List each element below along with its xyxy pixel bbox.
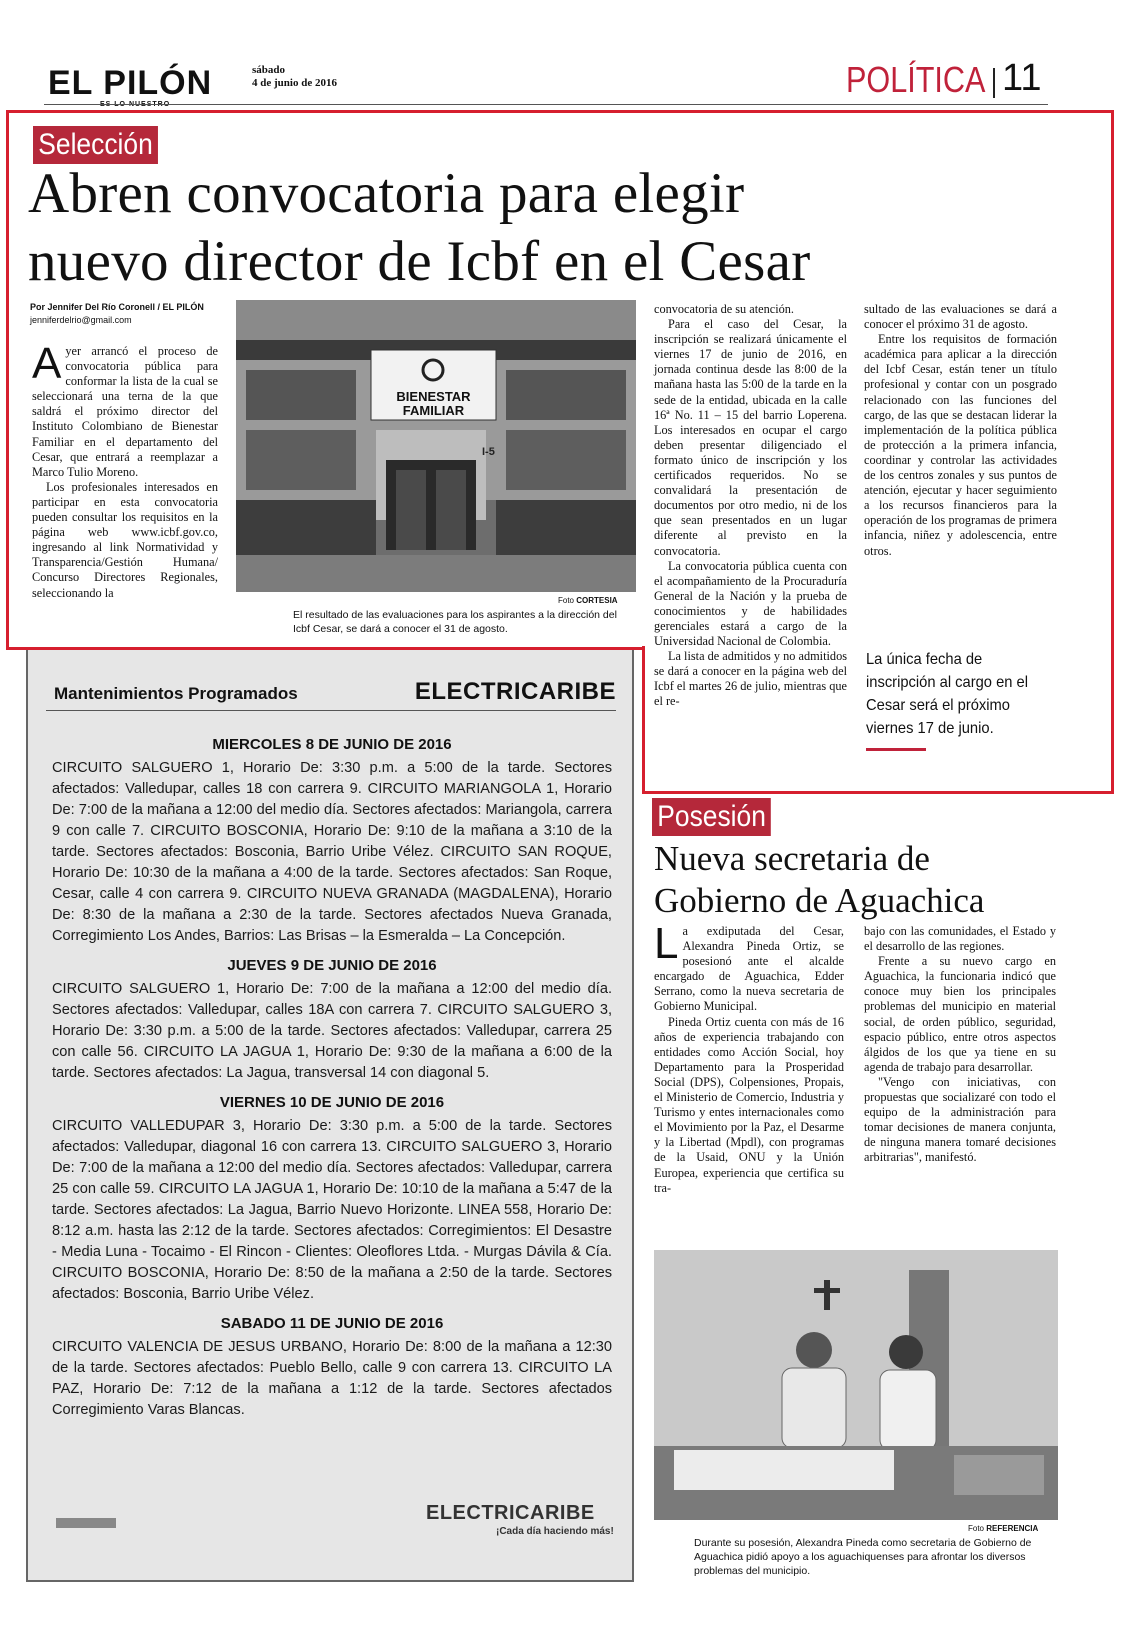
article2-column-1 — [654, 919, 844, 1196]
photo-credit-name: CORTESIA — [576, 596, 618, 605]
paragraph: "Vengo con iniciativas, con propuestas que socializaré con todo el equipo de la administración para tomar decisiones de manera conjunta, de ninguna manera tomaré decisiones arbitrarias", manifestó. — [864, 1074, 1056, 1165]
article-column-3 — [654, 302, 847, 710]
photo-sign-line-2: FAMILIAR — [402, 403, 465, 418]
ad-day-text: CIRCUITO SALGUERO 1, Horario De: 3:30 p.m. a 5:00 de la tarde. Sectores afectados: Valledupar, calles 18 con carrera 9. CIRCUITO MARIANGOLA 1, Horario De: 7:00 de la mañana a 12:00 del medio día. Sectores afectados: Mariangola, carrera 9 con calle 7. CIRCUITO BOSCONIA, Horario De: 9:10 de la mañana a 3:10 de la tarde. Sectores afectados: Bosconia, Barrio Uribe Vélez. CIRCUITO SAN ROQUE, Horario De: 10:30 de la mañana a 4:00 de la tarde. Sectores afectados: San Roque, Cesar, calle 4 con carrera 9. CIRCUITO NUEVA GRANADA (MAGDALENA), Horario De: 8:30 de la mañana a 2:30 de la tarde. Sectores afectados Nueva Granada, Corregimiento Los Andes, Barrios: Las Brisas – la Esmeralda – La Concepción. — [52, 760, 612, 944]
dropcap: A — [32, 339, 62, 388]
paragraph: Pineda Ortiz cuenta con más de 16 años de experiencia trabajando con entidades como Acción Social, hoy Departamento para la Prosperidad Social (DPS), Colpensiones, Propais, el Ministerio de Comercio, Industria y Turismo y entes internacionales como el Movimiento por la Paz, el Desarme y la Libertad (Mpdl), con programas de la Usaid, ONU y la Unión Europea, experiencia que certifica su tra- — [654, 1014, 844, 1195]
paragraph: Entre los requisitos de formación académica para aplicar a la dirección del Icbf Cesar, están tener un título profesional y contar con un posgrado relacionado con las funciones del cargo, de las que se destacan liderar la implementación de la política pública de protección a la primera infancia, coordinar y controlar las actividades de los centros zonales y sus puntos de atención, ejecutar y hacer seguimiento a los recursos financieros para la operación de los programas de primera infancia, niñez y adolescencia, entre otros. — [864, 332, 1057, 558]
building-photo-illustration — [236, 300, 636, 592]
ad-day-heading: SABADO 11 DE JUNIO DE 2016 — [220, 1315, 444, 1332]
headline-line-2: nuevo director de Icbf en el Cesar — [28, 230, 811, 293]
issue-day: sábado — [252, 64, 286, 76]
article-headline — [28, 160, 1088, 296]
issue-date — [252, 64, 337, 90]
photo-building-number: I-5 — [482, 446, 495, 458]
newspaper-logo: EL PILÓN — [48, 64, 213, 102]
photo-credit-prefix: Foto — [968, 1524, 985, 1533]
ad-day-text: CIRCUITO VALENCIA DE JESUS URBANO, Horario De: 8:00 de la mañana a 12:30 de la tarde. Sectores afectados: Pueblo Bello, calle 9 con carrera 13. CIRCUITO LA PAZ, Horario De: 7:12 de la mañana a 1:12 de la tarde. Sectores afectados Corregimiento Varas Blancas. — [52, 1339, 612, 1418]
ad-day-text: CIRCUITO VALLEDUPAR 3, Horario De: 3:30 p.m. a 5:00 de la tarde. Sectores afectados: Valledupar, diagonal 16 con carrera 13. CIRCUITO SALGUERO 3, Horario De: 7:00 de la mañana a 12:00 del medio día. Sectores afectados: Valledupar, carrera 25 con calle 59. CIRCUITO LA JAGUA 1, Horario De: 10:10 de la mañana a 5:47 de la tarde. Sectores afectados: La Jagua, Barrio Nuevo Horizonte. LINEA 558, Horario De: 8:12 a.m. hasta las 2:12 de la tarde. Sectores afectados: Corregimientos: El Desastre - Media Luna - Tocaimo - El Rincon - Clientes: Oleoflores Ltda. - Murgas Dávila & Cía. CIRCUITO BOSCONIA, Horario De: 8:50 de la mañana a 2:50 de la tarde. Sectores afectados: Bosconia, Barrio Uribe Vélez. — [52, 1118, 612, 1302]
article-column-1 — [32, 339, 218, 601]
ad-brand: ELECTRICARIBE — [414, 678, 616, 705]
headline-line-1: Nueva secretaria de — [654, 839, 930, 878]
header-rule — [44, 104, 1048, 105]
article-byline: Por Jennifer Del Río Coronell / EL PILÓN — [30, 302, 204, 312]
ad-footer-logo-small — [56, 1518, 116, 1528]
photo-credit-name: REFERENCIA — [986, 1524, 1039, 1533]
paragraph: La lista de admitidos y no admitidos se dará a conocer en la página web del Icbf el martes 26 de julio, mientras que el re- — [654, 649, 847, 709]
author-email: jenniferdelrio@gmail.com — [30, 315, 132, 325]
headline-line-1: Abren convocatoria para elegir — [28, 162, 745, 225]
article2-headline — [654, 838, 1114, 922]
ad-day-heading: JUEVES 9 DE JUNIO DE 2016 — [227, 957, 437, 974]
article-kicker: Selección — [33, 126, 158, 164]
dropcap: L — [654, 919, 679, 968]
article-photo-building — [236, 300, 636, 592]
ad-title: Mantenimientos Programados — [54, 684, 298, 703]
photo-sign — [376, 390, 491, 418]
paragraph-text: a exdiputada del Cesar, Alexandra Pineda Ortiz, se posesionó ante el alcalde encargado de Aguachica, Edder Serrano, como la nueva secretaria de Gobierno Municipal. — [654, 924, 844, 1014]
article2-photo — [654, 1250, 1058, 1520]
ad-footer-brand: ELECTRICARIBE — [426, 1502, 595, 1524]
issue-date-text: 4 de junio de 2016 — [252, 77, 337, 89]
photo-credit — [558, 596, 618, 605]
article-column-4 — [864, 302, 1057, 559]
paragraph-text: yer arrancó el proceso de convocatoria pública para conformar la lista de la cual se seleccionará una terna de la que saldrá el próximo director del Instituto Colombiano de Bienestar Familiar en el departamento del Cesar, que entrará a reemplazar a Marco Tulio Moreno. — [32, 344, 218, 479]
photo-credit-prefix: Foto — [558, 596, 575, 605]
paragraph: Frente a su nuevo cargo en Aguachica, la funcionaria indicó que conoce muy bien los principales problemas del municipio en material social, de orden público, seguridad, espacio público, entre otros aspectos álgidos de los que ya tiene en su agenda de trabajo para desarrollar. — [864, 954, 1056, 1074]
photo-sign-line-1: BIENESTAR — [396, 389, 471, 404]
ceremony-photo-illustration — [654, 1250, 1058, 1520]
photo-caption: El resultado de las evaluaciones para los aspirantes a la dirección del Icbf Cesar, se dará a conocer el 31 de agosto. — [293, 609, 617, 635]
paragraph: sultado de las evaluaciones se dará a conocer el próximo 31 de agosto. — [864, 302, 1057, 332]
article2-column-2 — [864, 924, 1056, 1166]
paragraph: convocatoria de su atención. — [654, 302, 794, 316]
headline-line-2: Gobierno de Aguachica — [654, 881, 985, 920]
article2-photo-caption: Durante su posesión, Alexandra Pineda como secretaria de Gobierno de Aguachica pidió apoyo a los aguachiquenses para afrontar los diversos problemas del municipio. — [694, 1537, 1032, 1577]
paragraph: La convocatoria pública cuenta con el acompañamiento de la Procuraduría General de la Nación y la prueba de conocimientos y de habilidades gerenciales estará a cargo de la Universidad Nacional de Colombia. — [654, 558, 847, 649]
ad-body — [52, 734, 612, 1421]
article2-photo-credit — [968, 1524, 1038, 1533]
section-title: POLÍTICA — [846, 59, 986, 100]
page-number: 11 — [1002, 57, 1042, 99]
ad-day-text: CIRCUITO SALGUERO 1, Horario De: 7:00 de la mañana a 12:00 del medio día. Sectores afectados: Valledupar, calles 18A con carrera 7. CIRCUITO SALGUERO 3, Horario De: 3:30 p.m. a 5:00 de la tarde. Sectores afectados: Valledupar, carrera 25 con calle 56. CIRCUITO LA JAGUA 1, Horario De: 9:30 de la mañana a 6:00 de la tarde. Sectores afectados: La Jagua, transversal 14 con diagonal 5. — [52, 981, 612, 1081]
paragraph: Los profesionales interesados en participar en esta convocatoria pueden consultar los requisitos en la página web www.icbf.gov.co, ingresando al link Normatividad y Transparencia/Gestión Humana/ Concurso Directores Regionales, seleccionando la — [32, 479, 218, 600]
ad-day-heading: VIERNES 10 DE JUNIO DE 2016 — [219, 1094, 445, 1111]
pull-quote-rule — [866, 748, 926, 751]
pull-quote: La única fecha de inscripción al cargo en el Cesar será el próximo viernes 17 de junio. — [866, 651, 1029, 737]
ad-day-heading: MIERCOLES 8 DE JUNIO DE 2016 — [212, 736, 452, 753]
paragraph: bajo con las comunidades, el Estado y el desarrollo de las regiones. — [864, 924, 1056, 954]
ad-title-bar — [46, 674, 616, 711]
paragraph: Para el caso del Cesar, la inscripción se realizará únicamente el viernes 17 de junio de 2016, en jornada continua desde las 8:00 de la mañana hasta las 5:00 de la tarde en la sede de la entidad, ubicada en la calle 16ª No. 11 – 15 del barrio Loperena. Los interesados en ocupar el cargo deben presentar diligenciado el formato único de inscripción y los certificados requeridos. No se convalidará la presentación de documentos por otro medio, ni de los que sean presentados en un lugar diferente al previsto en la convocatoria. — [654, 317, 847, 558]
electricaribe-ad — [26, 650, 634, 1582]
header-separator — [993, 68, 995, 98]
ad-footer-slogan: ¡Cada día haciendo más! — [496, 1526, 614, 1537]
paragraph — [32, 339, 218, 480]
article2-kicker: Posesión — [652, 798, 771, 836]
paragraph — [654, 919, 844, 1015]
